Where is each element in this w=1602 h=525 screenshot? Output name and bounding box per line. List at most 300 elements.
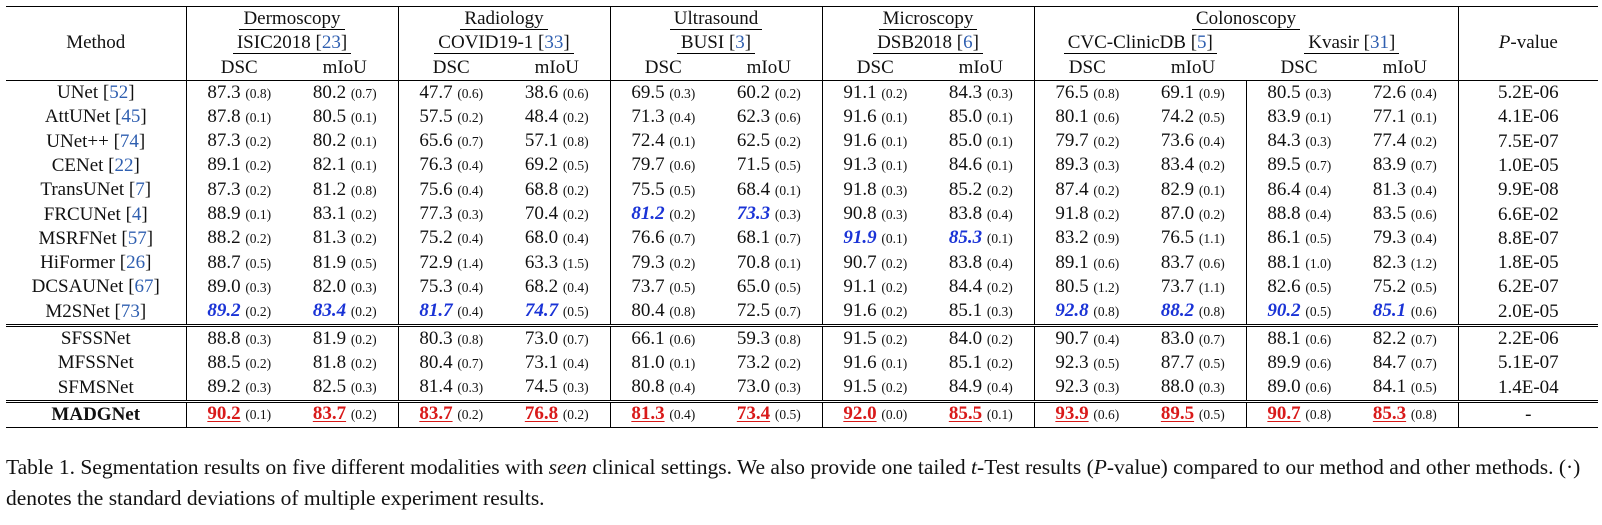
result-cell [716, 251, 822, 275]
result-std: (0.2) [457, 407, 484, 423]
result-value: 83.4 [1160, 154, 1195, 176]
pvalue-cell: 8.8E-07 [1497, 227, 1559, 249]
result-value: 89.2 [207, 376, 241, 398]
result-std: (0.1) [245, 407, 272, 423]
table-row [6, 178, 1598, 202]
result-std: (0.7) [350, 85, 377, 101]
result-cell [716, 275, 822, 299]
result-std: (0.1) [350, 134, 377, 150]
result-std: (0.4) [457, 231, 484, 247]
result-value: 70.8 [736, 251, 771, 273]
result-value: 81.0 [631, 351, 665, 373]
result-value: 72.6 [1372, 81, 1407, 103]
result-value: 82.0 [312, 275, 347, 297]
result-value: 86.4 [1267, 178, 1301, 200]
result-std: (0.0) [881, 407, 908, 423]
result-std: (0.5) [669, 279, 696, 295]
result-std: (0.3) [1305, 134, 1332, 150]
dataset-label: ISIC2018 [23] [233, 33, 351, 54]
result-value: 88.5 [207, 351, 241, 373]
result-cell [1246, 401, 1352, 427]
result-cell [504, 251, 610, 275]
dataset-citation[interactable]: [5] [1190, 32, 1213, 54]
result-std: (0.4) [986, 380, 1013, 396]
method-label: AttUNet [44, 106, 111, 128]
dataset-citation-link[interactable]: 33 [544, 32, 564, 54]
result-value: 38.6 [524, 81, 559, 103]
result-cell [504, 401, 610, 427]
dataset-header [398, 31, 610, 55]
result-std: (0.2) [350, 231, 377, 247]
result-cell [504, 178, 610, 202]
result-cell [1034, 351, 1140, 375]
result-value: 74.7 [524, 300, 559, 322]
result-std: (0.1) [245, 207, 272, 223]
result-std: (0.5) [1305, 279, 1332, 295]
result-std: (0.6) [1093, 255, 1120, 271]
result-value: 91.5 [843, 376, 877, 398]
dataset-citation[interactable]: [6] [956, 32, 979, 54]
result-std: (0.5) [1410, 279, 1437, 295]
result-value: 88.9 [207, 203, 241, 225]
result-value: 73.6 [1160, 130, 1195, 152]
method-citation-link[interactable]: 7 [135, 179, 145, 201]
result-cell [822, 227, 928, 251]
result-value: 65.6 [419, 130, 453, 152]
result-value: 93.9 [1055, 403, 1089, 425]
result-cell [186, 227, 292, 251]
pvalue-cell: 2.0E-05 [1497, 300, 1559, 322]
result-cell [186, 401, 292, 427]
header-row-dataset [6, 31, 1598, 55]
result-cell [822, 275, 928, 299]
result-value: 92.3 [1055, 376, 1089, 398]
dataset-citation-link[interactable]: 23 [321, 32, 341, 54]
result-value: 80.8 [631, 376, 665, 398]
modality-header [822, 7, 1034, 32]
method-name [6, 251, 186, 275]
dataset-header [822, 31, 1034, 55]
result-std: (0.2) [562, 207, 589, 223]
result-std: (0.1) [986, 134, 1013, 150]
result-value: 68.2 [524, 275, 559, 297]
result-cell [1140, 325, 1246, 351]
result-cell [1246, 178, 1352, 202]
result-value: 72.9 [419, 251, 453, 273]
result-std: (0.2) [1093, 134, 1120, 150]
result-cell [398, 227, 504, 251]
result-cell [1140, 351, 1246, 375]
result-cell [1352, 129, 1458, 153]
result-value: 81.4 [419, 376, 453, 398]
result-cell [1352, 300, 1458, 326]
result-value: 59.3 [736, 327, 771, 349]
result-std: (0.4) [1093, 331, 1120, 347]
result-value: 82.9 [1160, 178, 1195, 200]
header-row-modality [6, 7, 1598, 32]
method-citation-link[interactable]: 73 [120, 300, 140, 322]
result-std: (0.2) [245, 355, 272, 371]
result-std: (1.2) [1410, 255, 1437, 271]
method-citation[interactable]: [57] [121, 227, 154, 249]
result-value: 83.2 [1055, 227, 1089, 249]
dataset-citation[interactable]: [3] [728, 32, 752, 54]
result-std: (0.4) [457, 304, 484, 320]
result-cell [928, 202, 1034, 226]
pvalue-cell: 7.5E-07 [1497, 130, 1559, 152]
result-value: 85.1 [948, 300, 983, 322]
method-citation[interactable]: [52] [102, 82, 135, 104]
result-value: 91.6 [843, 105, 877, 127]
result-value: 88.7 [207, 251, 241, 273]
method-citation-link[interactable]: 22 [114, 154, 134, 176]
result-cell [398, 401, 504, 427]
result-value: 80.2 [312, 81, 347, 103]
method-label: FRCUNet [43, 203, 121, 225]
result-value: 89.0 [207, 275, 241, 297]
result-cell [1246, 129, 1352, 153]
result-cell [186, 129, 292, 153]
dataset-citation[interactable]: [31] [1363, 32, 1396, 54]
result-value: 91.8 [1055, 203, 1089, 225]
result-cell [610, 300, 716, 326]
result-value: 91.3 [843, 154, 877, 176]
method-citation-link[interactable]: 4 [131, 203, 142, 225]
result-cell [504, 129, 610, 153]
result-cell [716, 227, 822, 251]
result-cell [1246, 251, 1352, 275]
result-std: (0.2) [1410, 134, 1437, 150]
method-name [6, 80, 186, 105]
result-value: 68.1 [736, 227, 771, 249]
result-cell [928, 105, 1034, 129]
result-value: 90.2 [207, 403, 241, 425]
result-cell [398, 178, 504, 202]
result-cell [292, 178, 398, 202]
result-std: (0.8) [1093, 85, 1120, 101]
result-std: (0.5) [1410, 380, 1437, 396]
result-cell [610, 227, 716, 251]
result-value: 68.8 [524, 178, 559, 200]
method-citation[interactable]: [26] [119, 252, 152, 274]
result-std: (0.2) [669, 207, 696, 223]
result-value: 87.0 [1160, 203, 1195, 225]
result-cell [716, 129, 822, 153]
result-cell [186, 154, 292, 178]
result-std: (0.2) [562, 109, 589, 125]
result-cell [398, 202, 504, 226]
result-cell [186, 178, 292, 202]
result-value: 88.0 [1160, 376, 1195, 398]
method-name [6, 351, 186, 375]
result-cell [928, 375, 1034, 401]
result-std: (0.4) [1305, 182, 1332, 198]
result-value: 85.2 [948, 178, 983, 200]
result-value: 74.5 [524, 376, 559, 398]
result-cell [398, 105, 504, 129]
pvalue-cell: 4.1E-06 [1497, 106, 1559, 128]
metric-header-dsc: DSC [1034, 56, 1140, 81]
result-cell [504, 300, 610, 326]
result-cell [716, 105, 822, 129]
result-value: 72.5 [736, 300, 771, 322]
result-value: 81.3 [631, 403, 665, 425]
result-std: (0.7) [457, 355, 484, 371]
result-value: 92.3 [1055, 351, 1089, 373]
method-citation[interactable]: [4] [125, 203, 148, 225]
modality-header [398, 7, 610, 32]
modality-header [186, 7, 398, 32]
result-value: 73.0 [736, 376, 771, 398]
result-value: 73.7 [631, 275, 665, 297]
result-value: 90.7 [1055, 327, 1089, 349]
result-std: (0.2) [562, 407, 589, 423]
result-std: (0.2) [986, 182, 1013, 198]
result-std: (0.2) [774, 134, 801, 150]
result-std: (0.4) [669, 109, 696, 125]
metric-header-miou: mIoU [928, 56, 1034, 81]
result-cell [610, 375, 716, 401]
result-cell [1034, 227, 1140, 251]
result-cell [716, 202, 822, 226]
result-cell [504, 227, 610, 251]
result-cell [1140, 202, 1246, 226]
result-std: (0.3) [1305, 85, 1332, 101]
result-cell [928, 251, 1034, 275]
result-std: (0.3) [986, 304, 1013, 320]
result-value: 87.3 [207, 178, 241, 200]
result-std: (0.5) [1198, 109, 1225, 125]
result-value: 86.1 [1267, 227, 1301, 249]
result-cell [1352, 227, 1458, 251]
dataset-citation[interactable]: [23] [315, 32, 348, 54]
pvalue-cell: 1.8E-05 [1497, 252, 1559, 274]
method-citation[interactable]: [45] [115, 106, 147, 128]
result-std: (0.3) [1093, 380, 1120, 396]
pvalue-header-p: P [1498, 32, 1511, 54]
result-std: (0.2) [350, 331, 377, 347]
method-name [6, 275, 186, 299]
method-citation[interactable]: [7] [128, 179, 152, 201]
result-std: (1.5) [562, 255, 589, 271]
results-table-container [6, 6, 1598, 428]
result-cell [186, 251, 292, 275]
result-cell [398, 275, 504, 299]
result-cell [822, 251, 928, 275]
result-std: (0.5) [774, 407, 801, 423]
method-citation[interactable]: [74] [113, 130, 146, 152]
result-std: (0.2) [774, 355, 801, 371]
caption-part2: clinical settings. We also provide one tailed [586, 455, 972, 479]
result-std: (0.1) [350, 109, 377, 125]
result-value: 83.4 [312, 300, 347, 322]
result-std: (0.6) [774, 109, 801, 125]
result-std: (0.3) [457, 380, 484, 396]
result-cell [292, 351, 398, 375]
metric-header-dsc: DSC [1246, 56, 1352, 81]
result-cell [610, 154, 716, 178]
dataset-citation-link[interactable]: 31 [1370, 32, 1389, 54]
result-cell [504, 105, 610, 129]
table-row [6, 154, 1598, 178]
dataset-citation[interactable]: [33] [538, 32, 570, 54]
method-citation-link[interactable]: 74 [119, 130, 139, 152]
method-citation-link[interactable]: 26 [126, 252, 146, 274]
result-value: 83.7 [312, 403, 347, 425]
result-cell [822, 105, 928, 129]
result-value: 83.8 [948, 203, 983, 225]
result-cell [822, 401, 928, 427]
method-citation-link[interactable]: 45 [121, 106, 141, 128]
result-value: 75.2 [1372, 275, 1407, 297]
result-cell [1246, 202, 1352, 226]
result-std: (0.2) [562, 182, 589, 198]
result-cell [1246, 300, 1352, 326]
result-cell [716, 351, 822, 375]
dataset-citation-link[interactable]: 3 [735, 32, 745, 54]
result-cell [1352, 178, 1458, 202]
result-std: (0.2) [881, 85, 908, 101]
result-cell [1352, 275, 1458, 299]
method-label: SFMSNet [57, 376, 134, 398]
result-cell [292, 251, 398, 275]
result-value: 48.4 [524, 105, 559, 127]
result-cell [1246, 227, 1352, 251]
method-name [6, 154, 186, 178]
result-std: (0.7) [1305, 158, 1332, 174]
result-std: (0.1) [774, 182, 801, 198]
result-cell [1034, 300, 1140, 326]
result-std: (0.3) [562, 380, 589, 396]
result-cell [292, 300, 398, 326]
result-value: 83.1 [312, 203, 347, 225]
result-value: 83.0 [1160, 327, 1195, 349]
result-cell [822, 375, 928, 401]
result-std: (0.2) [986, 279, 1013, 295]
dataset-citation-link[interactable]: 5 [1197, 32, 1207, 54]
result-value: 79.3 [631, 251, 665, 273]
metric-header-miou: mIoU [1140, 56, 1246, 81]
result-std: (0.8) [245, 85, 272, 101]
result-value: 62.5 [736, 130, 771, 152]
result-value: 89.5 [1160, 403, 1195, 425]
table-row [6, 227, 1598, 251]
result-std: (0.1) [669, 134, 696, 150]
result-value: 88.2 [207, 227, 241, 249]
metric-header-miou: mIoU [716, 56, 822, 81]
method-citation[interactable]: [73] [114, 300, 147, 322]
result-cell [610, 202, 716, 226]
method-name [6, 325, 186, 351]
result-value: 85.3 [1372, 403, 1407, 425]
result-std: (0.6) [1198, 255, 1225, 271]
result-value: 92.0 [843, 403, 877, 425]
result-std: (0.1) [1198, 182, 1225, 198]
result-cell [1352, 80, 1458, 105]
method-citation[interactable]: [22] [108, 154, 140, 176]
result-std: (0.5) [1093, 355, 1120, 371]
result-value: 85.0 [948, 105, 983, 127]
result-std: (0.3) [774, 380, 801, 396]
result-std: (0.2) [881, 380, 908, 396]
method-citation[interactable]: [67] [128, 276, 160, 298]
result-cell [504, 375, 610, 401]
result-cell [504, 80, 610, 105]
result-std: (0.4) [562, 231, 589, 247]
result-value: 81.7 [419, 300, 453, 322]
result-std: (0.3) [986, 85, 1013, 101]
result-value: 81.9 [312, 327, 347, 349]
result-cell [398, 251, 504, 275]
result-std: (0.2) [774, 85, 801, 101]
caption-part1: Table 1. Segmentation results on five different modalities with [6, 455, 549, 479]
result-std: (0.6) [457, 85, 484, 101]
table-row [6, 401, 1598, 427]
method-citation-link[interactable]: 57 [127, 227, 147, 249]
result-value: 77.3 [419, 203, 453, 225]
result-cell [1246, 351, 1352, 375]
caption-t: t [971, 455, 978, 479]
result-std: (0.2) [245, 182, 272, 198]
result-value: 85.0 [948, 130, 983, 152]
result-std: (0.2) [350, 355, 377, 371]
result-value: 89.1 [207, 154, 241, 176]
result-std: (0.2) [1093, 207, 1120, 223]
method-name [6, 227, 186, 251]
result-std: (0.9) [1093, 231, 1120, 247]
result-std: (0.5) [1305, 304, 1332, 320]
method-citation-link[interactable]: 52 [109, 82, 129, 104]
result-cell [1140, 227, 1246, 251]
result-cell [398, 351, 504, 375]
method-citation-link[interactable]: 67 [134, 276, 154, 298]
result-std: (0.7) [669, 231, 696, 247]
result-value: 87.3 [207, 81, 241, 103]
result-value: 83.5 [1372, 203, 1407, 225]
result-std: (0.8) [1093, 304, 1120, 320]
result-cell [1034, 178, 1140, 202]
result-std: (0.7) [1410, 355, 1437, 371]
result-cell [716, 80, 822, 105]
dataset-label: COVID19-1 [33] [434, 33, 573, 54]
result-value: 63.3 [524, 251, 559, 273]
caption-part3: -Test results ( [977, 455, 1094, 479]
result-std: (0.1) [986, 407, 1013, 423]
table-row [6, 129, 1598, 153]
metric-header-miou: mIoU [292, 56, 398, 81]
result-value: 80.5 [312, 105, 347, 127]
dataset-citation-link[interactable]: 6 [963, 32, 973, 54]
result-value: 69.2 [524, 154, 559, 176]
result-std: (0.5) [1305, 231, 1332, 247]
result-value: 77.1 [1372, 105, 1407, 127]
table-header [6, 7, 1598, 81]
result-cell [928, 227, 1034, 251]
result-value: 84.4 [948, 275, 983, 297]
result-value: 76.8 [524, 403, 559, 425]
result-std: (0.8) [457, 331, 484, 347]
dataset-label: Kvasir [31] [1304, 33, 1399, 54]
result-cell [292, 154, 398, 178]
result-cell [610, 105, 716, 129]
result-cell [398, 300, 504, 326]
result-cell [1034, 129, 1140, 153]
result-std: (1.1) [1198, 231, 1225, 247]
result-cell [928, 300, 1034, 326]
result-std: (0.2) [669, 255, 696, 271]
result-cell [1034, 275, 1140, 299]
result-std: (0.8) [1410, 407, 1437, 423]
